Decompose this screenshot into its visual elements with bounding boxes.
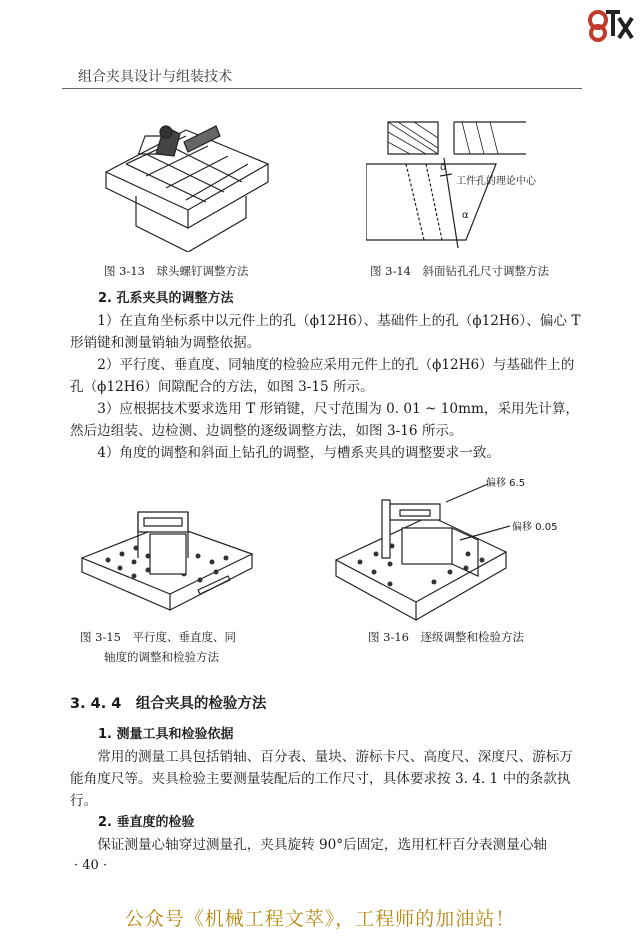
paragraph-measuring-tools: 常用的测量工具包括销轴、百分表、量块、游标卡尺、高度尺、深度尺、游标万能角度尺等。夹具检验主要测量装配后的工作尺寸，具体要求按 3. 4. 1 中的条款执行。 (70, 749, 573, 809)
header-rule (62, 88, 582, 89)
paragraph-4: 4）角度的调整和斜面上钻孔的调整，与槽系夹具的调整要求一致。 (97, 445, 501, 461)
alpha-label: α (462, 210, 469, 221)
paragraph-perpendicularity: 保证测量心轴穿过测量孔，夹具旋转 90°后固定，选用杠杆百分表测量心轴 (97, 837, 548, 853)
paragraph-3: 3）应根据技术要求选用 T 形销键，尺寸范围为 0. 01 ~ 10mm，采用先计算，然后边组装、边检测、边调整的逐级调整方法，如图 3-16 所示。 (70, 401, 580, 439)
section-heading-hole-system: 2. 孔系夹具的调整方法 (98, 291, 234, 306)
running-header: 组合夹具设计与组装技术 (78, 69, 232, 85)
figure-3-13-caption: 图 3-13 球头螺钉调整方法 (104, 264, 249, 278)
section-title-3-4-4: 3. 4. 4 组合夹具的检验方法 (70, 696, 267, 712)
page-number: · 40 · (74, 858, 108, 873)
8tx-logo-icon (586, 6, 634, 42)
figure-3-14-caption: 图 3-14 斜面钻孔孔尺寸调整方法 (370, 264, 549, 278)
offset-0-05-label: 偏移 0.05 (512, 522, 558, 533)
paragraph-1: 1）在直角坐标系中以元件上的孔（ϕ12H6）、基础件上的孔（ϕ12H6）、偏心 T 形销键和测量销轴为调整依据。 (70, 313, 581, 351)
figure-3-15-caption-line1: 图 3-15 平行度、垂直度、同 (80, 630, 236, 644)
footer-banner: 公众号《机械工程文萃》，工程师的加油站！ (124, 908, 516, 930)
offset-6-5-label: 偏移 6.5 (486, 478, 526, 489)
figure-3-15-drawing (78, 498, 254, 616)
figure-3-16-caption: 图 3-16 逐级调整和检验方法 (368, 630, 524, 644)
subheading-measuring-tools: 1. 测量工具和检验依据 (98, 727, 234, 742)
figure-3-16-drawing (330, 480, 510, 624)
theoretical-center-label: 工件孔的理论中心 (456, 176, 536, 187)
delta-label: δ (440, 162, 447, 173)
subheading-perpendicularity: 2. 垂直度的检验 (98, 815, 195, 830)
paragraph-2: 2）平行度、垂直度、同轴度的检验应采用元件上的孔（ϕ12H6）与基础件上的孔（ϕ12H6）间隙配合的方法，如图 3-15 所示。 (70, 357, 575, 395)
figure-3-15-caption-line2: 轴度的调整和检验方法 (104, 650, 219, 664)
figure-3-13-drawing (96, 106, 276, 252)
